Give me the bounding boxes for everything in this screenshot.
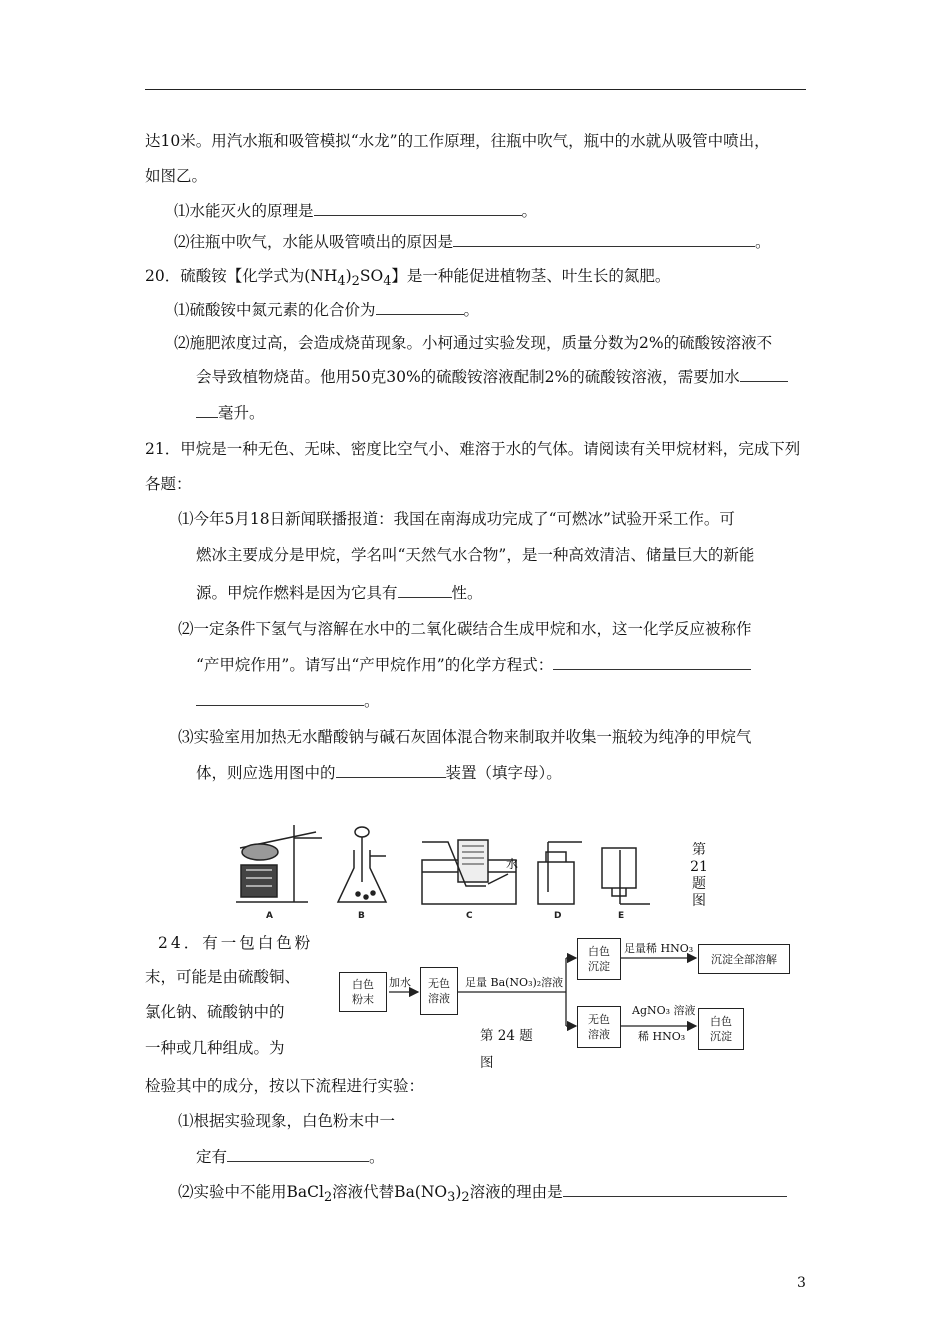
answer-blank[interactable] <box>336 763 446 778</box>
question-text: 毫升。 <box>218 404 265 422</box>
text-line: 检验其中的成分，按以下流程进行实验： <box>145 1077 425 1095</box>
apparatus-e <box>602 848 650 904</box>
question-part <box>196 691 380 711</box>
arrow-label-add-water: 加水 <box>389 976 411 989</box>
punct: 。 <box>364 692 380 710</box>
punct: 。 <box>755 233 771 251</box>
text-line: 氯化钠、硫酸钠中的 <box>145 1003 285 1021</box>
question-part <box>196 403 265 423</box>
box-white-precipitate-2 <box>698 1008 744 1050</box>
text-line: ⑵一定条件下氢气与溶解在水中的二氧化碳结合生成甲烷和水，这一化学反应被称作 <box>178 620 752 638</box>
figure-21-caption: 第21题图 <box>690 842 708 909</box>
stem-text: 20．硫酸铵【化学式为(NH <box>145 267 338 285</box>
question-text: 定有 <box>196 1148 228 1166</box>
label-b: B <box>358 911 365 920</box>
question-text: 体，则应选用图中的 <box>196 764 336 782</box>
question-text: ⑴硫酸铵中氮元素的化合价为 <box>174 301 376 319</box>
answer-blank[interactable] <box>376 300 464 315</box>
question-text: 溶液的理由是 <box>469 1183 563 1201</box>
subscript: 4 <box>383 274 392 290</box>
answer-blank[interactable] <box>314 201 522 216</box>
question-text: 装置（填字母）。 <box>445 764 562 782</box>
box-text: 溶液 <box>588 1028 610 1041</box>
question-text: 源。甲烷作燃料是因为它具有 <box>196 584 398 602</box>
question-text: “产甲烷作用”。请写出“产甲烷作用”的化学方程式： <box>196 656 554 674</box>
question-part <box>196 583 483 603</box>
box-text: 溶液 <box>428 992 450 1005</box>
box-text: 白色 <box>710 1015 732 1028</box>
stem-text: ) <box>345 267 352 285</box>
question-text: ⑵实验中不能用BaCl <box>178 1183 324 1201</box>
question-text: ) <box>455 1183 462 1201</box>
box-text: 沉淀 <box>710 1030 732 1043</box>
arrow-label-reagent3a: AgNO₃ 溶液 <box>632 1004 696 1017</box>
apparatus-figure <box>226 820 686 920</box>
box-colorless-solution-2 <box>577 1006 621 1048</box>
header-rule <box>145 89 806 90</box>
text-line: ⑴根据实验现象，白色粉末中一 <box>178 1112 396 1130</box>
answer-blank[interactable] <box>398 583 452 598</box>
answer-blank[interactable] <box>196 691 364 706</box>
box-text: 白色 <box>352 978 374 991</box>
question-text: 性。 <box>451 584 483 602</box>
answer-blank[interactable] <box>227 1147 369 1162</box>
figure-24-caption: 第 24 题 <box>480 1028 533 1044</box>
question-part <box>174 232 771 252</box>
text-line: 如图乙。 <box>145 167 208 185</box>
arrow-label-reagent2: 足量稀 HNO₃ <box>624 942 694 955</box>
page-number: 3 <box>797 1275 806 1291</box>
box-text: 粉末 <box>352 993 374 1006</box>
label-c: C <box>466 911 473 920</box>
text-line: ⑶实验室用加热无水醋酸钠与碱石灰固体混合物来制取并收集一瓶较为纯净的甲烷气 <box>178 728 752 746</box>
text-line: 达10米。用汽水瓶和吸管模拟“水龙”的工作原理，往瓶中吹气，瓶中的水就从吸管中喷出， <box>145 132 770 150</box>
label-d: D <box>554 911 562 920</box>
text-line: ⑴今年5月18日新闻联播报道：我国在南海成功完成了“可燃冰”试验开采工作。可 <box>178 510 735 528</box>
label-e: E <box>618 911 625 920</box>
box-white-powder <box>339 972 387 1012</box>
question-part <box>196 655 751 675</box>
question-text: 会导致植物烧苗。他用50克30%的硫酸铵溶液配制2%的硫酸铵溶液，需要加水 <box>196 368 740 386</box>
box-text: 沉淀 <box>588 960 610 973</box>
box-text: 无色 <box>428 977 450 990</box>
subscript: 2 <box>323 1190 333 1206</box>
text-line: 24．有一包白色粉 <box>158 934 314 952</box>
answer-blank[interactable] <box>563 1182 787 1197</box>
water-label: 水 <box>506 857 519 871</box>
subscript: 2 <box>351 274 360 290</box>
box-text: 无色 <box>588 1013 610 1026</box>
stem-text: SO <box>359 267 384 285</box>
apparatus-c <box>422 840 519 904</box>
subscript: 3 <box>447 1190 456 1206</box>
label-a: A <box>266 911 273 920</box>
question-part <box>174 201 537 221</box>
question-text: ⑴水能灭火的原理是 <box>174 202 314 220</box>
arrow-label-reagent1: 足量 Ba(NO₃)₂溶液 <box>465 976 564 989</box>
answer-blank[interactable] <box>453 232 755 247</box>
answer-blank[interactable] <box>553 655 751 670</box>
question-part <box>196 763 562 783</box>
question-part <box>196 367 788 387</box>
punct: 。 <box>369 1148 385 1166</box>
arrow-label-reagent3b: 稀 HNO₃ <box>638 1030 686 1043</box>
stem-text: 】是一种能促进植物茎、叶生长的氮肥。 <box>391 267 671 285</box>
question-text: ⑵往瓶中吹气，水能从吸管喷出的原因是 <box>174 233 454 251</box>
question-part <box>196 1147 385 1167</box>
text-line: 末，可能是由硫酸铜、 <box>145 968 301 986</box>
punct: 。 <box>521 202 538 220</box>
apparatus-a <box>236 825 322 902</box>
text-line: ⑵施肥浓度过高，会造成烧苗现象。小柯通过实验发现，质量分数为2%的硫酸铵溶液不 <box>174 334 773 352</box>
figure-24-caption-2: 图 <box>480 1055 494 1071</box>
apparatus-d <box>538 842 582 904</box>
question-20-stem <box>145 266 670 292</box>
box-dissolve: 沉淀全部溶解 <box>698 944 790 974</box>
subscript: 4 <box>337 274 346 290</box>
text-line: 各题： <box>145 475 192 493</box>
answer-blank[interactable] <box>740 367 788 382</box>
punct: 。 <box>463 301 480 319</box>
answer-blank[interactable] <box>196 403 218 418</box>
question-21-stem: 21．甲烷是一种无色、无味、密度比空气小、难溶于水的气体。请阅读有关甲烷材料，完成下列 <box>145 440 801 458</box>
text-line: 燃冰主要成分是甲烷，学名叫“天然气水合物”，是一种高效清洁、储量巨大的新能 <box>196 546 755 564</box>
box-colorless-solution <box>420 967 458 1015</box>
subscript: 2 <box>461 1190 470 1206</box>
question-part <box>178 1182 787 1208</box>
question-text: 溶液代替Ba(NO <box>332 1183 448 1201</box>
apparatus-b <box>338 827 386 902</box>
text-line: 一种或几种组成。为 <box>145 1039 285 1057</box>
box-text: 白色 <box>588 945 610 958</box>
box-white-precipitate <box>577 938 621 980</box>
question-part <box>174 300 479 320</box>
